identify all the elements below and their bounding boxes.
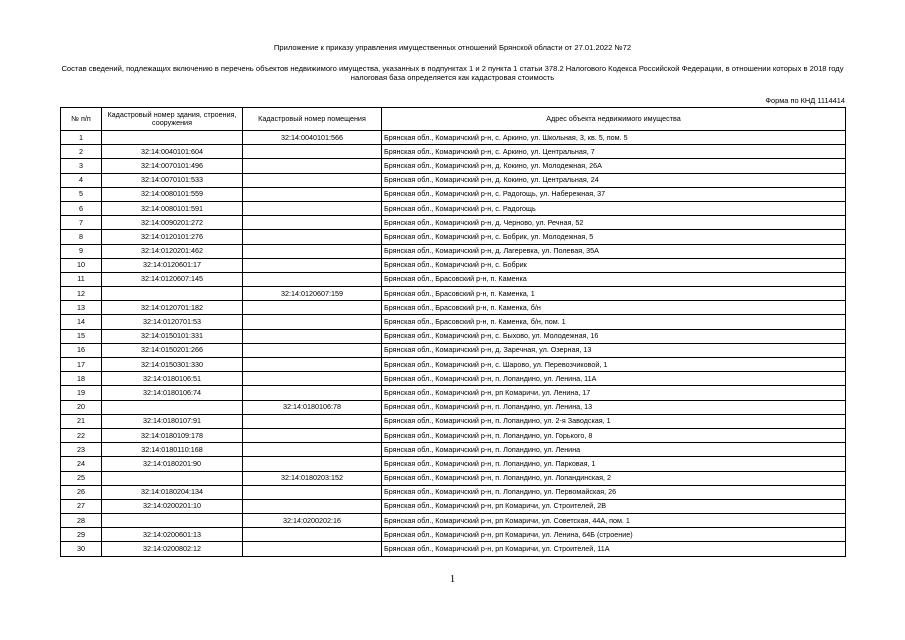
row-number-cell: 12 [61, 287, 102, 301]
address-cell: Брянская обл., Брасовский р-н, п. Каменка, 1 [382, 287, 846, 301]
room-cadastral-cell [243, 173, 382, 187]
address-cell: Брянская обл., Комаричский р-н, рп Комаричи, ул. Советская, 44А, пом. 1 [382, 514, 846, 528]
building-cadastral-cell: 32:14:0180204:134 [102, 485, 243, 499]
address-cell: Брянская обл., Брасовский р-н, п. Каменка, б/н [382, 301, 846, 315]
column-header-room-cadastral: Кадастровый номер помещения [243, 108, 382, 131]
row-number-cell: 18 [61, 372, 102, 386]
address-cell: Брянская обл., Комаричский р-н, с. Бобрик [382, 258, 846, 272]
building-cadastral-cell: 32:14:0120701:53 [102, 315, 243, 329]
table-row [61, 244, 846, 258]
building-cadastral-cell: 32:14:0070101:533 [102, 173, 243, 187]
row-number-cell: 24 [61, 457, 102, 471]
table-row [61, 514, 846, 528]
room-cadastral-cell [243, 187, 382, 201]
building-cadastral-cell: 32:14:0120607:145 [102, 272, 243, 286]
table-row [61, 485, 846, 499]
order-reference: Приложение к приказу управления имущественных отношений Брянской области от 27.01.2022 №72 [273, 43, 632, 52]
building-cadastral-cell: 32:14:0180106:74 [102, 386, 243, 400]
row-number-cell: 7 [61, 216, 102, 230]
row-number-cell: 21 [61, 414, 102, 428]
row-number-cell: 4 [61, 173, 102, 187]
building-cadastral-cell: 32:14:0180109:178 [102, 428, 243, 442]
address-cell: Брянская обл., Комаричский р-н, с. Радогощь [382, 201, 846, 215]
table-row [61, 542, 846, 556]
building-cadastral-cell [102, 287, 243, 301]
row-number-cell: 20 [61, 400, 102, 414]
building-cadastral-cell: 32:14:0090201:272 [102, 216, 243, 230]
address-cell: Брянская обл., Комаричский р-н, п. Лопандино, ул. Ленина, 13 [382, 400, 846, 414]
table-row [61, 343, 846, 357]
table-row [61, 187, 846, 201]
row-number-cell: 22 [61, 428, 102, 442]
table-row [61, 443, 846, 457]
row-number-cell: 27 [61, 499, 102, 513]
address-cell: Брянская обл., Брасовский р-н, п. Каменка [382, 272, 846, 286]
table-row [61, 258, 846, 272]
column-header-address: Адрес объекта недвижимого имущества [382, 108, 846, 131]
building-cadastral-cell: 32:14:0180107:91 [102, 414, 243, 428]
building-cadastral-cell: 32:14:0120101:276 [102, 230, 243, 244]
row-number-cell: 15 [61, 329, 102, 343]
table-row [61, 159, 846, 173]
address-cell: Брянская обл., Комаричский р-н, с. Шарово, ул. Перевозчиковой, 1 [382, 358, 846, 372]
address-cell: Брянская обл., Комаричский р-н, п. Лопандино, ул. 2-я Заводская, 1 [382, 414, 846, 428]
table-row [61, 301, 846, 315]
property-table [60, 107, 846, 557]
table-row [61, 216, 846, 230]
column-header-building-cadastral: Кадастровый номер здания, строения, сооружения [102, 108, 243, 131]
room-cadastral-cell [243, 372, 382, 386]
room-cadastral-cell [243, 485, 382, 499]
row-number-cell: 25 [61, 471, 102, 485]
building-cadastral-cell: 32:14:0120701:182 [102, 301, 243, 315]
table-row [61, 230, 846, 244]
row-number-cell: 14 [61, 315, 102, 329]
address-cell: Брянская обл., Комаричский р-н, с. Аркино, ул. Школьная, 3, кв. 5, пом. 5 [382, 131, 846, 145]
address-cell: Брянская обл., Комаричский р-н, с. Бобрик, ул. Молодежная, 5 [382, 230, 846, 244]
room-cadastral-cell [243, 244, 382, 258]
table-row [61, 145, 846, 159]
row-number-cell: 5 [61, 187, 102, 201]
address-cell: Брянская обл., Комаричский р-н, рп Комаричи, ул. Ленина, 64Б (строение) [382, 528, 846, 542]
document-title: Состав сведений, подлежащих включению в перечень объектов недвижимого имущества, указанных в подпунктах 1 и 2 пункта 1 статьи 378.2 Налогового Кодекса Российской Федерации, в отношении которых в 2018 году налоговая база определяется как кадастровая стоимость [61, 64, 844, 82]
table-row [61, 131, 846, 145]
table-row [61, 329, 846, 343]
building-cadastral-cell: 32:14:0120601:17 [102, 258, 243, 272]
room-cadastral-cell: 32:14:0040101:566 [243, 131, 382, 145]
building-cadastral-cell: 32:14:0180110:168 [102, 443, 243, 457]
table-row [61, 287, 846, 301]
table-row [61, 471, 846, 485]
room-cadastral-cell [243, 428, 382, 442]
room-cadastral-cell: 32:14:0180106:78 [243, 400, 382, 414]
table-row [61, 499, 846, 513]
building-cadastral-cell: 32:14:0080101:559 [102, 187, 243, 201]
address-cell: Брянская обл., Комаричский р-н, п. Лопандино, ул. Горького, 8 [382, 428, 846, 442]
building-cadastral-cell: 32:14:0180201:90 [102, 457, 243, 471]
address-cell: Брянская обл., Комаричский р-н, д. Кокино, ул. Центральная, 24 [382, 173, 846, 187]
room-cadastral-cell: 32:14:0200202:16 [243, 514, 382, 528]
table-row [61, 457, 846, 471]
room-cadastral-cell [243, 230, 382, 244]
row-number-cell: 1 [61, 131, 102, 145]
row-number-cell: 17 [61, 358, 102, 372]
building-cadastral-cell: 32:14:0180106:51 [102, 372, 243, 386]
row-number-cell: 19 [61, 386, 102, 400]
address-cell: Брянская обл., Комаричский р-н, рп Комаричи, ул. Ленина, 17 [382, 386, 846, 400]
row-number-cell: 23 [61, 443, 102, 457]
column-header-number: № п/п [61, 108, 102, 131]
row-number-cell: 16 [61, 343, 102, 357]
building-cadastral-cell: 32:14:0200802:12 [102, 542, 243, 556]
row-number-cell: 26 [61, 485, 102, 499]
room-cadastral-cell [243, 528, 382, 542]
room-cadastral-cell [243, 457, 382, 471]
building-cadastral-cell [102, 471, 243, 485]
table-row [61, 428, 846, 442]
address-cell: Брянская обл., Брасовский р-н, п. Каменка, б/н, пом. 1 [382, 315, 846, 329]
building-cadastral-cell [102, 400, 243, 414]
room-cadastral-cell [243, 443, 382, 457]
row-number-cell: 30 [61, 542, 102, 556]
address-cell: Брянская обл., Комаричский р-н, с. Быхово, ул. Молодежная, 16 [382, 329, 846, 343]
building-cadastral-cell: 32:14:0150101:331 [102, 329, 243, 343]
room-cadastral-cell [243, 301, 382, 315]
address-cell: Брянская обл., Комаричский р-н, с. Радогощь, ул. Набережная, 37 [382, 187, 846, 201]
row-number-cell: 13 [61, 301, 102, 315]
address-cell: Брянская обл., Комаричский р-н, рп Комаричи, ул. Строителей, 2В [382, 499, 846, 513]
room-cadastral-cell [243, 329, 382, 343]
row-number-cell: 8 [61, 230, 102, 244]
page-number: 1 [449, 573, 456, 585]
building-cadastral-cell: 32:14:0120201:462 [102, 244, 243, 258]
table-row [61, 400, 846, 414]
row-number-cell: 29 [61, 528, 102, 542]
room-cadastral-cell [243, 272, 382, 286]
row-number-cell: 11 [61, 272, 102, 286]
address-cell: Брянская обл., Комаричский р-н, д. Лагеревка, ул. Полевая, 35А [382, 244, 846, 258]
room-cadastral-cell [243, 414, 382, 428]
room-cadastral-cell [243, 315, 382, 329]
building-cadastral-cell: 32:14:0150301:330 [102, 358, 243, 372]
address-cell: Брянская обл., Комаричский р-н, д. Черново, ул. Речная, 52 [382, 216, 846, 230]
form-code: Форма по КНД 1114414 [765, 96, 845, 105]
address-cell: Брянская обл., Комаричский р-н, п. Лопандино, ул. Ленина, 11А [382, 372, 846, 386]
table-row [61, 272, 846, 286]
building-cadastral-cell: 32:14:0150201:266 [102, 343, 243, 357]
room-cadastral-cell [243, 201, 382, 215]
table-header-row [61, 108, 846, 131]
table-row [61, 386, 846, 400]
room-cadastral-cell [243, 499, 382, 513]
room-cadastral-cell [243, 216, 382, 230]
table-body [61, 131, 846, 557]
building-cadastral-cell: 32:14:0200201:10 [102, 499, 243, 513]
row-number-cell: 3 [61, 159, 102, 173]
address-cell: Брянская обл., Комаричский р-н, д. Заречная, ул. Озерная, 13 [382, 343, 846, 357]
table-row [61, 201, 846, 215]
row-number-cell: 9 [61, 244, 102, 258]
room-cadastral-cell [243, 258, 382, 272]
address-cell: Брянская обл., Комаричский р-н, п. Лопандино, ул. Первомайская, 26 [382, 485, 846, 499]
room-cadastral-cell [243, 358, 382, 372]
room-cadastral-cell [243, 343, 382, 357]
table-row [61, 414, 846, 428]
room-cadastral-cell [243, 542, 382, 556]
address-cell: Брянская обл., Комаричский р-н, п. Лопандино, ул. Лопандинская, 2 [382, 471, 846, 485]
row-number-cell: 2 [61, 145, 102, 159]
row-number-cell: 28 [61, 514, 102, 528]
address-cell: Брянская обл., Комаричский р-н, рп Комаричи, ул. Строителей, 11А [382, 542, 846, 556]
room-cadastral-cell [243, 145, 382, 159]
table-row [61, 315, 846, 329]
room-cadastral-cell: 32:14:0180203:152 [243, 471, 382, 485]
address-cell: Брянская обл., Комаричский р-н, п. Лопандино, ул. Парковая, 1 [382, 457, 846, 471]
table-row [61, 528, 846, 542]
room-cadastral-cell [243, 159, 382, 173]
table-row [61, 173, 846, 187]
row-number-cell: 6 [61, 201, 102, 215]
room-cadastral-cell: 32:14:0120607:159 [243, 287, 382, 301]
building-cadastral-cell: 32:14:0040101:604 [102, 145, 243, 159]
address-cell: Брянская обл., Комаричский р-н, п. Лопандино, ул. Ленина [382, 443, 846, 457]
address-cell: Брянская обл., Комаричский р-н, с. Аркино, ул. Центральная, 7 [382, 145, 846, 159]
building-cadastral-cell: 32:14:0200601:13 [102, 528, 243, 542]
address-cell: Брянская обл., Комаричский р-н, д. Кокино, ул. Молодежная, 26А [382, 159, 846, 173]
building-cadastral-cell: 32:14:0070101:496 [102, 159, 243, 173]
room-cadastral-cell [243, 386, 382, 400]
building-cadastral-cell [102, 131, 243, 145]
table-row [61, 358, 846, 372]
row-number-cell: 10 [61, 258, 102, 272]
table-row [61, 372, 846, 386]
building-cadastral-cell: 32:14:0080101:591 [102, 201, 243, 215]
building-cadastral-cell [102, 514, 243, 528]
